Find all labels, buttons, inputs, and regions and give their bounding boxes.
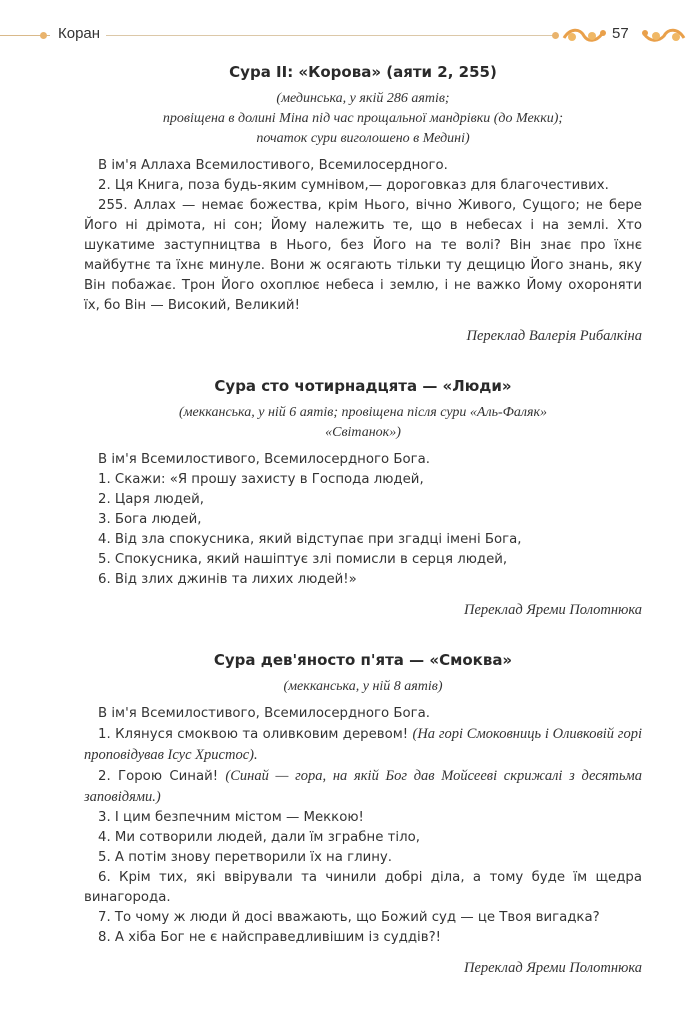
running-head (0, 22, 700, 50)
verse: 2. Горою Синай! (Синай — гора, на якій Бог дав Мойсееві скрижалі з десятьма заповідями.) (84, 768, 642, 805)
sura-title: Сура II: «Корова» (аяти 2, 255) (229, 63, 497, 81)
sura-title: Сура дев'яносто п'ята — «Смоква» (213, 651, 513, 669)
ornament-right-icon (640, 24, 686, 46)
subtitle-line: (мекканська, у ній 8 аятів) (283, 679, 443, 694)
sura-subtitle (84, 677, 642, 697)
verse: 2. Ця Книга, поза будь-яким сумнівом,— дороговказ для благочестивих. (98, 178, 609, 193)
verse-note: (На горі Смоковниць і Оливковій горі проповідував Ісус Христос). (84, 726, 642, 763)
verse: 8. А хіба Бог не є найсправедливішим із суддів?! (98, 930, 441, 945)
verse: 255. Аллах — немає божества, крім Нього, вічно Живого, Сущого; не бере Його ні дрімота, ні сон; Йому належить те, що в небесах і на землі. Хто шукатиме заступництва в Нього, без Його на те волі? Він знає про їхнє майбутнє та їхнє минуле. Вони ж осягають тільки ту дещицю Його знань, яку Він побажає. Трон Його охоплює небеса і землю, і не важко Йому охороняти їх, бо Він — Високий, Великий! (84, 198, 642, 313)
verse-note: (Синай — гора, на якій Бог дав Мойсееві скрижалі з десятьма заповідями.) (84, 768, 642, 805)
page-content (84, 62, 642, 978)
subtitle-line: провіщена в долині Міна під час прощальної мандрівки (до Мекки); (162, 111, 564, 126)
verse: В ім'я Всемилостивого, Всемилосердного Бога. (98, 452, 430, 467)
header-rule (106, 35, 556, 36)
verse: 4. Ми сотворили людей, дали їм зграбне тіло, (98, 830, 420, 845)
sura-section-95 (84, 650, 642, 978)
subtitle-line: (мекканська, у ній 6 аятів; провіщена після сури «Аль-Фаляк» (178, 405, 548, 420)
subtitle-line: (мединська, у якій 286 аятів; (276, 91, 450, 106)
book-title: Коран (58, 25, 101, 42)
sura-title: Сура сто чотирнадцята — «Люди» (214, 377, 512, 395)
translator-credit: Переклад Яреми Полотнюка (463, 602, 642, 618)
sura-subtitle (84, 403, 642, 443)
header-dot-icon (552, 32, 559, 39)
sura-subtitle (84, 89, 642, 149)
translator-credit: Переклад Валерія Рибалкіна (466, 328, 642, 344)
ornament-left-icon (562, 24, 608, 46)
verse: 3. Бога людей, (98, 512, 202, 527)
verse: В ім'я Аллаха Всемилостивого, Всемилосердного. (98, 158, 448, 173)
subtitle-line: «Світанок») (325, 425, 401, 440)
verse: 3. І цим безпечним містом — Меккою! (98, 810, 364, 825)
verse: 1. Скажи: «Я прошу захисту в Господа людей, (98, 472, 424, 487)
verse: 4. Від зла спокусника, який відступає при згадці імені Бога, (98, 532, 522, 547)
header-dot-icon (40, 32, 47, 39)
sura-section-114 (84, 376, 642, 620)
verse: 2. Царя людей, (98, 492, 204, 507)
verse: 6. Від злих джинів та лихих людей!» (98, 572, 357, 587)
verse: 6. Крім тих, які ввірували та чинили добрі діла, а тому буде їм щедра винагорода. (84, 870, 642, 905)
verse: 7. То чому ж люди й досі вважають, що Божий суд — це Твоя вигадка? (98, 910, 600, 925)
verse: 5. А потім знову перетворили їх на глину. (98, 850, 393, 865)
page-number: 57 (612, 25, 629, 42)
subtitle-line: початок сури виголошено в Медині) (256, 131, 470, 146)
sura-section-2 (84, 62, 642, 346)
verse: 5. Спокусника, який нашіптує злі помисли в серця людей, (98, 552, 508, 567)
verse: В ім'я Всемилостивого, Всемилосердного Бога. (98, 706, 430, 721)
verse: 1. Клянуся смоквою та оливковим деревом! (На горі Смоковниць і Оливковій горі проповідував Ісус Христос). (84, 726, 642, 763)
translator-credit: Переклад Яреми Полотнюка (463, 960, 642, 976)
